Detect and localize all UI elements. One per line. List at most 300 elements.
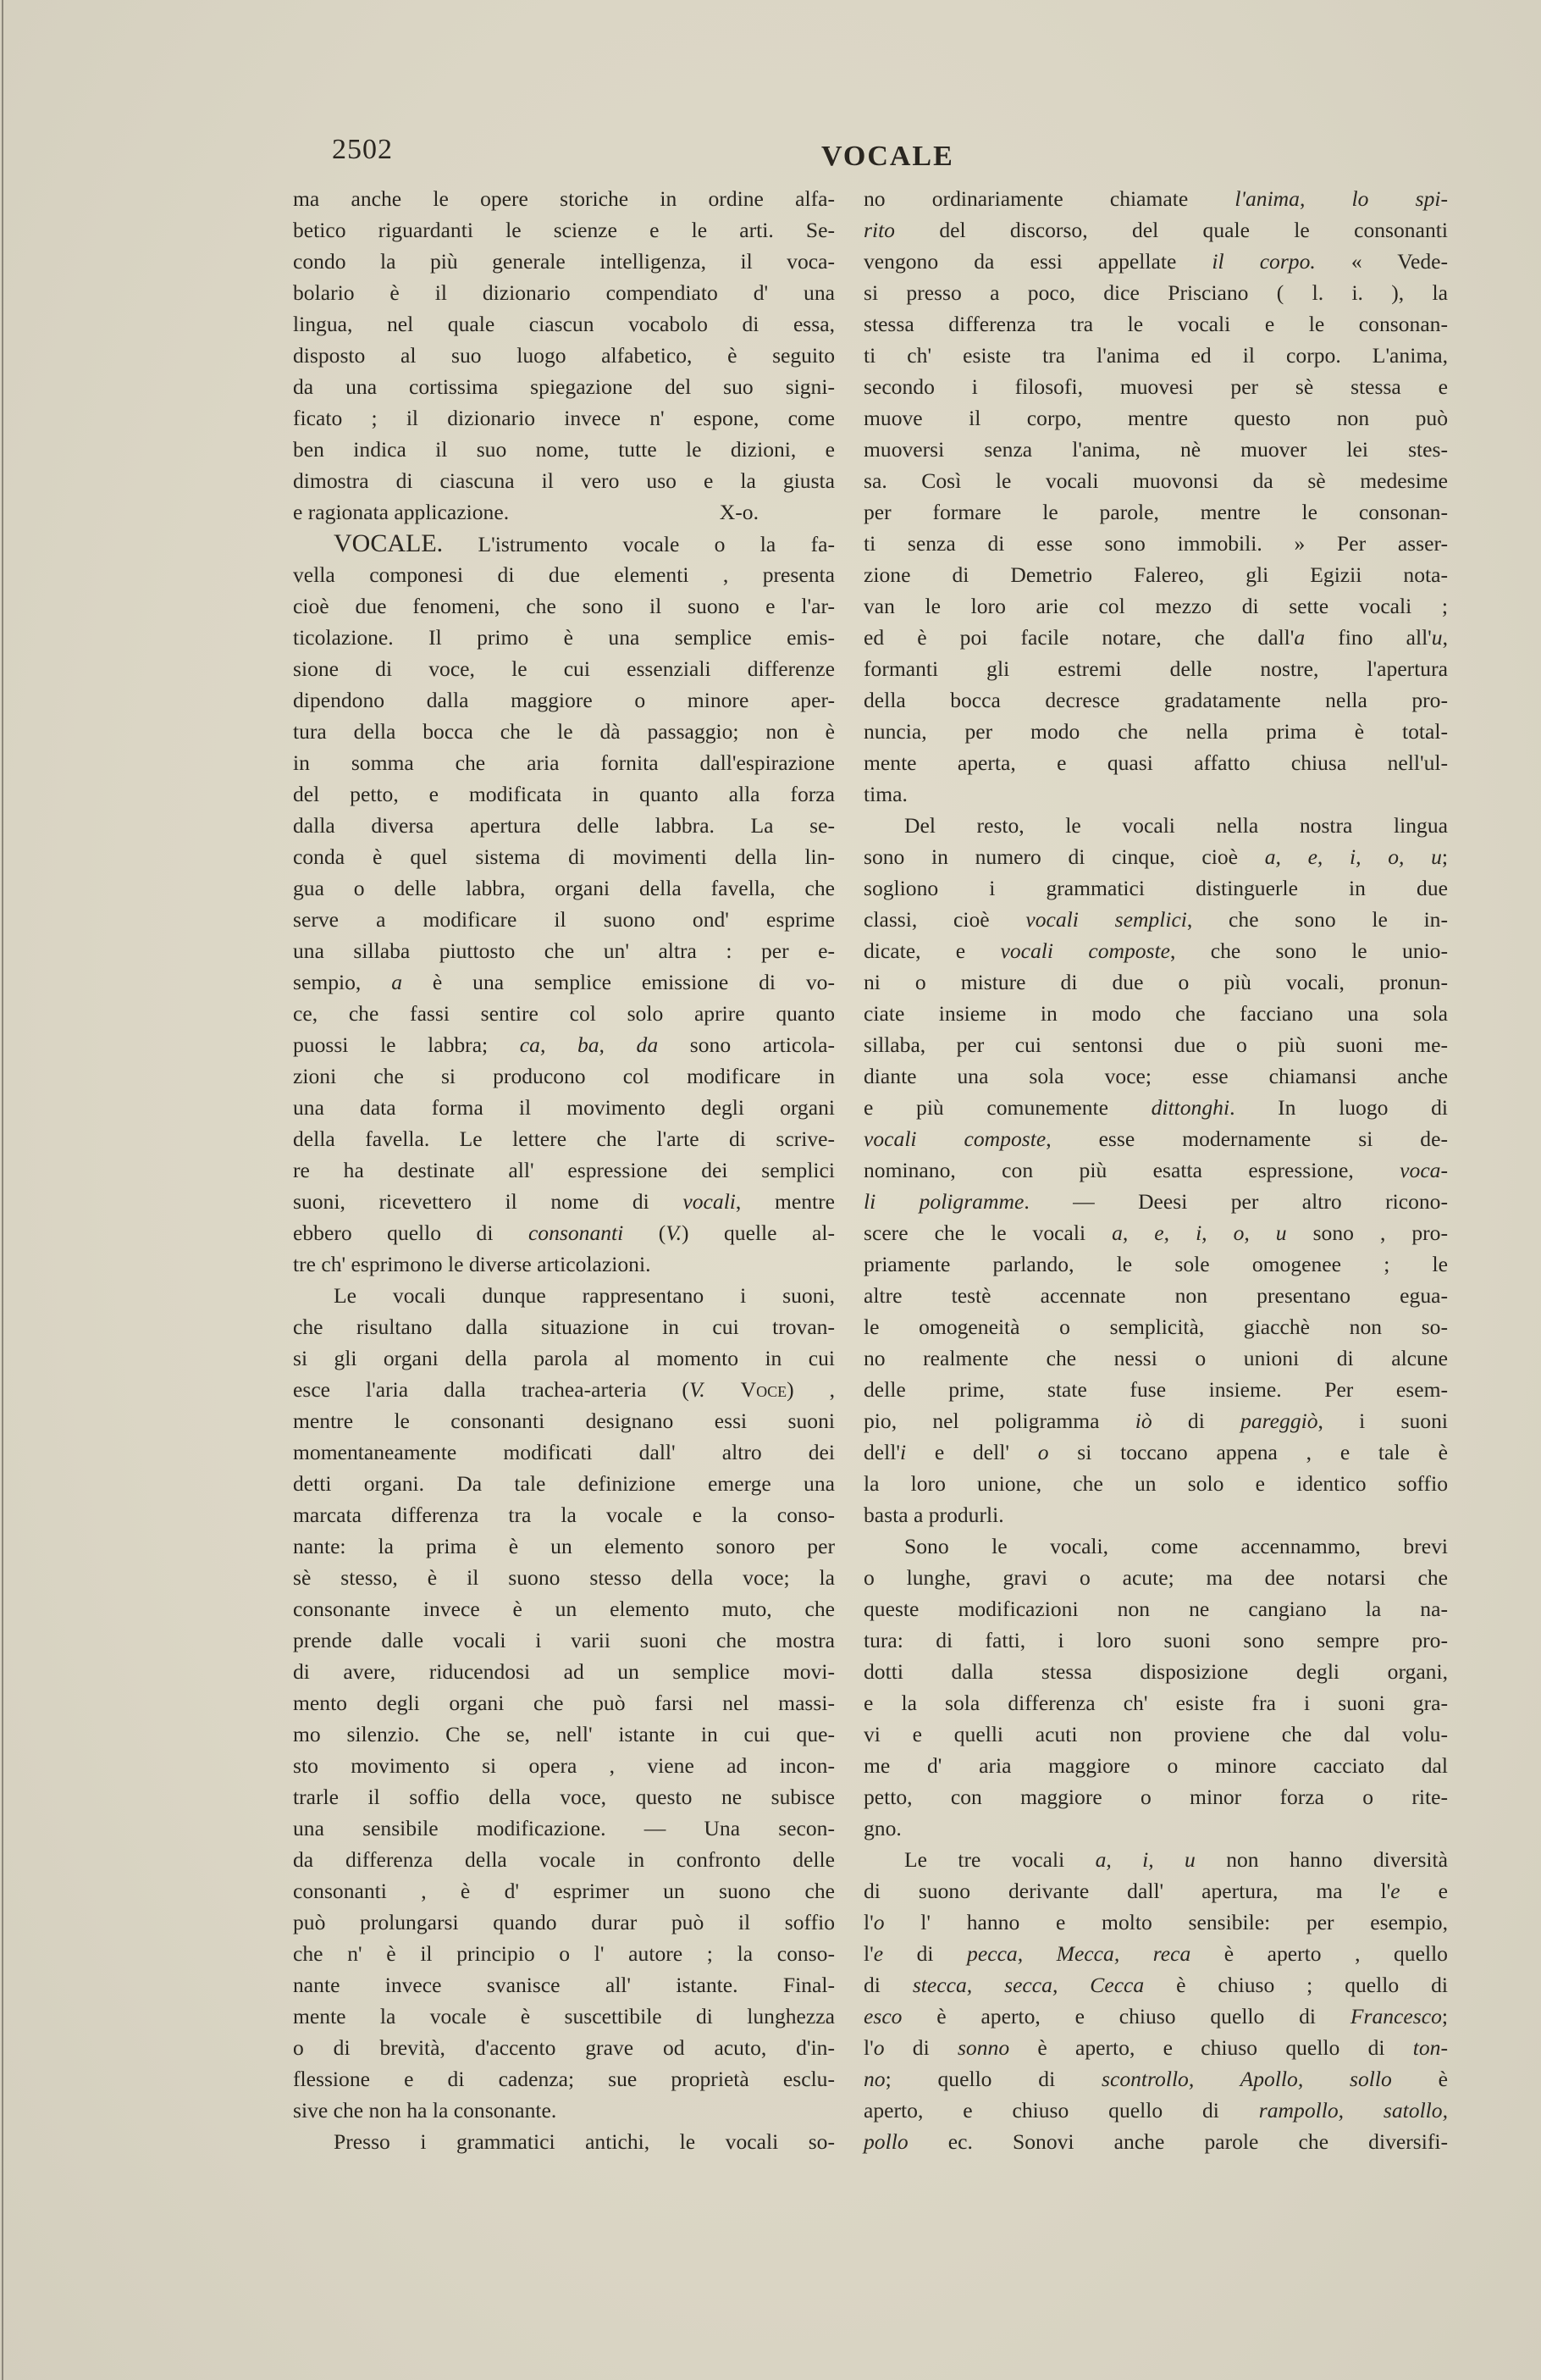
line-text: di	[864, 1973, 913, 1997]
line-text: aperto, e chiuso quello di	[864, 2098, 1259, 2123]
line-text: mentre le consonanti designano essi suoni	[293, 1409, 835, 1433]
line-text: priamente parlando, le sole omogenee ; le	[864, 1252, 1448, 1276]
line-text: dicate, e	[864, 938, 1001, 963]
text-line	[293, 904, 835, 935]
line-text: l'	[864, 2035, 874, 2060]
line-text: dalla diversa apertura delle labbra. La se-	[293, 813, 835, 838]
line-text: . In luogo di	[1229, 1095, 1448, 1120]
line-text: sono in numero di cinque, cioè	[864, 844, 1265, 869]
italic-term: i	[900, 1440, 907, 1464]
line-text: vi e quelli acuti non proviene che dal volu-	[864, 1722, 1448, 1746]
italic-term: a	[1294, 625, 1306, 650]
text-line	[864, 1154, 1448, 1186]
line-text: serve a modificare il suono ond' esprime	[293, 907, 835, 932]
text-line	[864, 2032, 1448, 2063]
line-text: di	[1152, 1409, 1241, 1433]
line-text: ed è poi facile notare, che dall'	[864, 625, 1295, 650]
text-line	[864, 559, 1448, 590]
italic-term: pecca, Mecca, reca	[967, 1941, 1191, 1966]
line-text: basta a produrli.	[864, 1503, 1004, 1527]
text-line	[864, 2001, 1448, 2032]
text-line	[864, 1530, 1448, 1562]
text-line	[864, 1907, 1448, 1938]
line-text: muoversi senza l'anima, nè muover lei stes-	[864, 437, 1448, 462]
text-line	[293, 246, 835, 277]
line-text: di	[883, 1941, 968, 1966]
text-line	[864, 778, 1448, 810]
line-text: lingua, nel quale ciascun vocabolo di essa,	[293, 312, 835, 336]
right-column	[864, 183, 1448, 2157]
line-text: pio, nel poligramma	[864, 1409, 1135, 1433]
text-line	[864, 1311, 1448, 1342]
text-line	[293, 340, 835, 371]
italic-term: esco	[864, 2004, 903, 2029]
line-text: re ha destinate all' espressione dei semplici	[293, 1158, 835, 1182]
line-text: vengono da essi appellate	[864, 249, 1212, 274]
text-line	[864, 1624, 1448, 1656]
line-text: Le vocali dunque rappresentano i suoni,	[334, 1283, 835, 1308]
text-line	[293, 1562, 835, 1593]
text-line	[864, 872, 1448, 904]
line-text: ciate insieme in modo che facciano una sola	[864, 1001, 1448, 1026]
line-text: , che sono le unio-	[1170, 938, 1448, 963]
text-line	[293, 1374, 835, 1405]
text-line	[864, 465, 1448, 496]
line-text: dimostra di ciascuna il vero uso e la giusta	[293, 468, 835, 493]
text-line	[864, 2063, 1448, 2095]
italic-term: sonno	[957, 2035, 1010, 2060]
text-line	[293, 1875, 835, 1907]
line-text: non hanno diversità	[1195, 1847, 1448, 1872]
line-text: zione di Demetrio Falereo, gli Egizii nota-	[864, 562, 1448, 587]
line-text: marcata differenza tra la vocale e la conso-	[293, 1503, 835, 1527]
text-line	[293, 1248, 835, 1280]
line-text: in somma che aria fornita dall'espirazione	[293, 750, 835, 775]
page-edge-line	[2, 0, 3, 2380]
line-text: sive che non ha la consonante.	[293, 2098, 557, 2123]
italic-term: voca-	[1400, 1158, 1448, 1182]
line-text: ti ch' esiste tra l'anima ed il corpo. L'anima,	[864, 343, 1448, 368]
line-text: è aperto, e chiuso quello di	[902, 2004, 1350, 2029]
text-line	[864, 214, 1448, 246]
line-text: tima.	[864, 782, 908, 806]
line-text: secondo i filosofi, muovesi per sè stessa e	[864, 374, 1448, 399]
text-line	[293, 684, 835, 716]
line-text: che risultano dalla situazione in cui trovan-	[293, 1315, 835, 1339]
line-text: stessa differenza tra le vocali e le consonan-	[864, 312, 1448, 336]
text-line	[864, 1750, 1448, 1781]
text-line	[293, 1311, 835, 1342]
line-text: che n' è il principio o l' autore ; la conso-	[293, 1941, 835, 1966]
text-line	[864, 1781, 1448, 1813]
text-line	[864, 1029, 1448, 1060]
line-text: ficato ; il dizionario invece n' espone, come	[293, 406, 835, 430]
line-text: ebbero quello di	[293, 1220, 528, 1245]
text-line	[293, 966, 835, 998]
line-text: e più comunemente	[864, 1095, 1152, 1120]
line-text: l'	[864, 1910, 874, 1934]
line-text: flessione e di cadenza; sue proprietà esclu-	[293, 2067, 835, 2091]
line-text: le omogeneità o semplicità, giacchè non so-	[864, 1315, 1448, 1339]
text-line	[864, 1719, 1448, 1750]
text-line	[293, 1123, 835, 1154]
line-text: queste modificazioni non ne cangiano la na-	[864, 1597, 1448, 1621]
line-text: prende dalle vocali i varii suoni che mostra	[293, 1628, 835, 1652]
text-line	[864, 1562, 1448, 1593]
italic-term: o	[873, 2035, 885, 2060]
text-line	[293, 1092, 835, 1123]
text-line	[293, 1656, 835, 1687]
italic-term: o	[873, 1910, 885, 1934]
italic-term: a, e, i, o, u	[1112, 1220, 1287, 1245]
text-line	[864, 716, 1448, 747]
text-line	[293, 1029, 835, 1060]
line-text: puossi le labbra;	[293, 1032, 520, 1057]
italic-term: vocali composte	[1000, 938, 1170, 963]
line-text: nominano, con più esatta espressione,	[864, 1158, 1400, 1182]
line-text: mento degli organi che può farsi nel massi-	[293, 1691, 835, 1715]
text-line	[864, 590, 1448, 622]
line-text: consonanti , è d' esprimer un suono che	[293, 1879, 835, 1903]
text-line	[864, 371, 1448, 402]
italic-term: rampollo, satollo,	[1258, 2098, 1448, 2123]
line-text: ;	[1441, 844, 1448, 869]
line-text: betico riguardanti le scienze e le arti. Se-	[293, 218, 835, 242]
line-text: detti organi. Da tale definizione emerge una	[293, 1471, 835, 1496]
text-line	[293, 1938, 835, 1969]
line-text: o lunghe, gravi o acute; ma dee notarsi che	[864, 1565, 1448, 1590]
line-text: della favella. Le lettere che l'arte di scrive-	[293, 1126, 835, 1151]
line-text: sa. Così le vocali muovonsi da sè medesime	[864, 468, 1448, 493]
text-line	[293, 935, 835, 966]
line-text: esce l'aria dalla trachea-arteria (	[293, 1377, 689, 1402]
line-text: diante una sola voce; esse chiamansi anche	[864, 1064, 1448, 1088]
line-text: petto, con maggiore o minor forza o rite-	[864, 1785, 1448, 1809]
text-line	[864, 1468, 1448, 1499]
line-text	[705, 1377, 741, 1402]
line-text: è una semplice emissione di vo-	[402, 970, 835, 994]
italic-term: l'anima, lo spi-	[1234, 186, 1448, 211]
text-line	[864, 1405, 1448, 1436]
italic-term: o	[1037, 1440, 1049, 1464]
italic-term: V.	[666, 1220, 682, 1245]
line-text: da una cortissima spiegazione del suo signi-	[293, 374, 835, 399]
italic-term: stecca, secca, Cecca	[912, 1973, 1145, 1997]
text-line	[293, 653, 835, 684]
line-text: dell'	[864, 1440, 900, 1464]
line-text: sillaba, per cui sentonsi due o più suoni me-	[864, 1032, 1448, 1057]
italic-term: vocali	[682, 1189, 736, 1214]
line-text: sto movimento si opera , viene ad incon-	[293, 1753, 835, 1778]
line-text: può prolungarsi quando durar può il soffio	[293, 1910, 835, 1934]
line-text: Del resto, le vocali nella nostra lingua	[904, 813, 1448, 838]
line-text: momentaneamente modificati dall' altro dei	[293, 1440, 835, 1464]
text-line	[293, 1781, 835, 1813]
text-line	[864, 1060, 1448, 1092]
italic-term: V.	[688, 1377, 705, 1402]
italic-term: e	[1390, 1879, 1400, 1903]
line-text: altre testè accennate non presentano egua-	[864, 1283, 1448, 1308]
italic-term: dittonghi	[1151, 1095, 1230, 1120]
text-line	[864, 183, 1448, 214]
line-text: l'	[864, 1941, 874, 1966]
line-text: ) ,	[787, 1377, 835, 1402]
line-text: per formare le parole, mentre le consonan-	[864, 500, 1448, 524]
author-signature: X-o.	[719, 500, 759, 524]
italic-term: vocali composte	[864, 1126, 1047, 1151]
line-text: van le loro arie col mezzo di sette vocali ;	[864, 594, 1448, 618]
text-line	[293, 528, 835, 559]
text-line	[864, 1092, 1448, 1123]
italic-term: a	[391, 970, 403, 994]
italic-term: a, e, i, o, u	[1264, 844, 1442, 869]
italic-term: il corpo.	[1212, 249, 1316, 274]
text-line	[293, 1844, 835, 1875]
line-text: Le tre vocali	[904, 1847, 1096, 1872]
line-text: mente la vocale è suscettibile di lunghezza	[293, 2004, 835, 2029]
text-line	[293, 1813, 835, 1844]
line-text: disposto al suo luogo alfabetico, è seguito	[293, 343, 835, 368]
line-text: da differenza della vocale in confronto delle	[293, 1847, 835, 1872]
line-text: di suono derivante dall' apertura, ma l'	[864, 1879, 1391, 1903]
line-text: mente aperta, e quasi affatto chiusa nell'ul-	[864, 750, 1448, 775]
text-line	[864, 904, 1448, 935]
line-text: sempio,	[293, 970, 392, 994]
text-line	[293, 1593, 835, 1624]
line-text: suoni, ricevettero il nome di	[293, 1189, 683, 1214]
text-line	[293, 214, 835, 246]
line-text: (	[623, 1220, 666, 1245]
text-line	[864, 1123, 1448, 1154]
line-text: del discorso, del quale le consonanti	[894, 218, 1448, 242]
text-line	[293, 434, 835, 465]
italic-term: ca, ba, da	[519, 1032, 659, 1057]
italic-term: scontrollo, Apollo, sollo	[1102, 2067, 1392, 2091]
line-text: è	[1391, 2067, 1448, 2091]
line-text: e	[1400, 1879, 1448, 1903]
line-text: no ordinariamente chiamate	[864, 186, 1235, 211]
text-line	[293, 2126, 835, 2157]
line-text: ,	[1442, 625, 1448, 650]
line-text: ben indica il suo nome, tutte le dizioni, e	[293, 437, 835, 462]
line-text: ma anche le opere storiche in ordine alfa-	[293, 186, 835, 211]
italic-term: li poligramme	[864, 1189, 1025, 1214]
text-line	[293, 1436, 835, 1468]
line-text: l' hanno e molto sensibile: per esempio,	[884, 1910, 1448, 1934]
line-text: cioè due fenomeni, che sono il suono e l'ar-	[293, 594, 835, 618]
line-text: una sensibile modificazione. — Una secon-	[293, 1816, 835, 1840]
line-text: tre ch' esprimono le diverse articolazioni.	[293, 1252, 651, 1276]
text-line	[293, 1280, 835, 1311]
text-line	[293, 2001, 835, 2032]
line-text: muove il corpo, mentre questo non può	[864, 406, 1448, 430]
line-text: Sono le vocali, come accennammo, brevi	[904, 1534, 1448, 1558]
text-line	[864, 841, 1448, 872]
text-line	[293, 1217, 835, 1248]
text-line	[864, 1875, 1448, 1907]
text-line	[293, 747, 835, 778]
text-line	[293, 1687, 835, 1719]
text-line	[293, 1750, 835, 1781]
line-text: conda è quel sistema di movimenti della lin-	[293, 844, 835, 869]
line-text: e ragionata applicazione.	[293, 500, 510, 524]
line-text: gno.	[864, 1816, 902, 1840]
italic-term: u	[1431, 625, 1443, 650]
line-text: Presso i grammatici antichi, le vocali so-	[334, 2129, 835, 2154]
text-line	[293, 1342, 835, 1374]
text-line	[293, 841, 835, 872]
text-line	[864, 1186, 1448, 1217]
italic-term: Francesco	[1350, 2004, 1442, 2029]
text-line	[293, 1969, 835, 2001]
text-line	[864, 998, 1448, 1029]
text-line	[293, 308, 835, 340]
text-line	[864, 747, 1448, 778]
text-line	[293, 1405, 835, 1436]
text-line	[864, 434, 1448, 465]
line-text: ti senza di esse sono immobili. » Per asser-	[864, 531, 1448, 556]
text-line	[293, 402, 835, 434]
text-line	[864, 277, 1448, 308]
text-line	[293, 2095, 835, 2126]
text-line	[864, 496, 1448, 528]
text-line	[293, 778, 835, 810]
line-text: « Vede-	[1315, 249, 1448, 274]
text-line	[293, 1154, 835, 1186]
text-line	[293, 496, 835, 528]
line-text: zioni che si producono col modificare in	[293, 1064, 835, 1088]
text-line	[293, 1060, 835, 1092]
text-line	[864, 1374, 1448, 1405]
line-text: sè stesso, è il suono stesso della voce; la	[293, 1565, 835, 1590]
line-text: sione di voce, le cui essenziali differenze	[293, 656, 835, 681]
line-text: ticolazione. Il primo è una semplice emis-	[293, 625, 835, 650]
line-text: sogliono i grammatici distinguerle in due	[864, 876, 1448, 900]
italic-term: pareggiò	[1240, 1409, 1318, 1433]
line-text: consonante invece è un elemento muto, che	[293, 1597, 835, 1621]
text-line	[293, 183, 835, 214]
text-line	[864, 246, 1448, 277]
line-text: è aperto , quello	[1190, 1941, 1448, 1966]
text-line	[293, 622, 835, 653]
line-text: me d' aria maggiore o minore cacciato dal	[864, 1753, 1448, 1778]
line-text: gua o delle labbra, organi della favella, che	[293, 876, 835, 900]
left-column	[293, 183, 835, 2157]
text-line	[864, 308, 1448, 340]
line-text: sono articola-	[658, 1032, 835, 1057]
text-line	[293, 2063, 835, 2095]
line-text: della bocca decresce gradatamente nella pro-	[864, 688, 1448, 712]
text-line	[864, 1969, 1448, 2001]
text-line	[864, 1844, 1448, 1875]
text-line	[864, 340, 1448, 371]
line-text: si gli organi della parola al momento in cui	[293, 1346, 835, 1370]
line-text: trarle il soffio della voce, questo ne subisce	[293, 1785, 835, 1809]
text-line	[293, 1624, 835, 1656]
line-text: nante: la prima è un elemento sonoro per	[293, 1534, 835, 1558]
text-line	[293, 998, 835, 1029]
text-line	[293, 1468, 835, 1499]
italic-term: ton-	[1412, 2035, 1448, 2060]
entry-headword: VOCALE.	[334, 529, 444, 557]
line-text: formanti gli estremi delle nostre, l'apertura	[864, 656, 1448, 681]
text-line	[864, 1499, 1448, 1530]
line-text: di	[884, 2035, 958, 2060]
line-text: vella componesi di due elementi , presenta	[293, 562, 835, 587]
text-line	[293, 2032, 835, 2063]
line-text: nante invece svanisce all' istante. Final-	[293, 1973, 835, 1997]
text-line	[864, 1813, 1448, 1844]
text-line	[864, 2126, 1448, 2157]
text-line	[864, 1593, 1448, 1624]
text-line	[864, 1217, 1448, 1248]
line-text: ce, che fassi sentire col solo aprire quanto	[293, 1001, 835, 1026]
line-text: è chiuso ; quello di	[1144, 1973, 1448, 1997]
line-text: delle prime, state fuse insieme. Per esem-	[864, 1377, 1448, 1402]
line-text: ec. Sonovi anche parole che diversifi-	[908, 2129, 1448, 2154]
line-text: del petto, e modificata in quanto alla forza	[293, 782, 835, 806]
line-text: è aperto, e chiuso quello di	[1009, 2035, 1413, 2060]
text-line	[864, 935, 1448, 966]
italic-term: rito	[864, 218, 895, 242]
running-head: VOCALE	[821, 141, 954, 172]
italic-term: no	[864, 2067, 886, 2091]
line-text: , esse modernamente si de-	[1046, 1126, 1448, 1151]
italic-term: consonanti	[527, 1220, 624, 1245]
line-text: tura: di fatti, i loro suoni sono sempre pro-	[864, 1628, 1448, 1652]
line-text: si toccano appena , e tale è	[1048, 1440, 1448, 1464]
text-line	[864, 2095, 1448, 2126]
text-line	[864, 810, 1448, 841]
text-line	[293, 872, 835, 904]
line-text: , i suoni	[1317, 1409, 1448, 1433]
text-line	[864, 684, 1448, 716]
line-text: di avere, riducendosi ad un semplice movi-	[293, 1659, 835, 1684]
line-text: sono , pro-	[1286, 1220, 1448, 1245]
text-line	[864, 1280, 1448, 1311]
text-line	[864, 1938, 1448, 1969]
line-text: , che sono le in-	[1186, 907, 1449, 932]
text-line	[864, 1342, 1448, 1374]
text-line	[864, 966, 1448, 998]
italic-term: pollo	[864, 2129, 909, 2154]
text-line	[293, 716, 835, 747]
line-text: dotti dalla stessa disposizione degli organi,	[864, 1659, 1448, 1684]
line-text: condo la più generale intelligenza, il voca-	[293, 249, 835, 274]
text-line	[864, 1687, 1448, 1719]
text-line	[293, 1719, 835, 1750]
small-caps-term: Voce	[740, 1377, 787, 1402]
line-text: tura della bocca che le dà passaggio; non è	[293, 719, 835, 744]
italic-term: iò	[1135, 1409, 1152, 1433]
text-line	[293, 371, 835, 402]
text-line	[864, 528, 1448, 559]
text-line	[293, 559, 835, 590]
italic-term: e	[873, 1941, 884, 1966]
line-text: ni o misture di due o più vocali, pronun-	[864, 970, 1448, 994]
line-text: classi, cioè	[864, 907, 1026, 932]
italic-term: a, i, u	[1095, 1847, 1196, 1872]
line-text: L'istrumento vocale o la fa-	[443, 532, 835, 556]
text-line	[293, 1907, 835, 1938]
text-line	[293, 1186, 835, 1217]
line-text: si presso a poco, dice Prisciano ( l. i. ), la	[864, 280, 1448, 305]
line-text: bolario è il dizionario compendiato d' una	[293, 280, 835, 305]
text-line	[864, 653, 1448, 684]
line-text: nuncia, per modo che nella prima è total-	[864, 719, 1448, 744]
line-text: la loro unione, che un solo e identico soffio	[864, 1471, 1448, 1496]
text-line	[864, 622, 1448, 653]
